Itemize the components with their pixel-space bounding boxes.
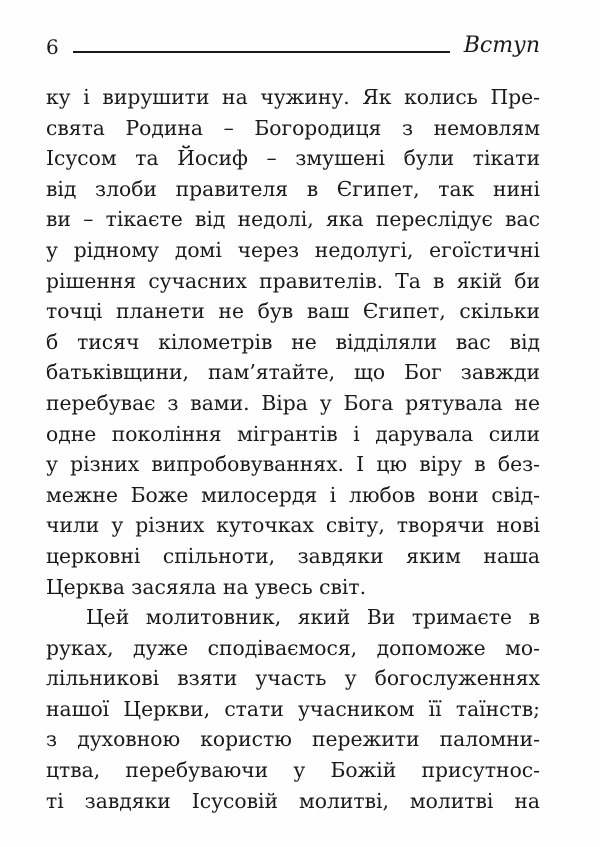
body-text (46, 82, 540, 816)
text-line: у рідному домі через недолугі, егоїстичні (46, 237, 540, 262)
page-number: 6 (46, 35, 59, 59)
text-line: б тисяч кілометрів не відділяли вас від (46, 329, 540, 354)
text-line: нашої Церкви, стати учасником її таїнств; (46, 696, 540, 721)
text-line: межне Боже милосердя і любов вони свід- (46, 482, 540, 507)
text-line: ті завдяки Ісусовій молитві, молитві на (46, 788, 540, 813)
text-line: від злоби правителя в Єгипет, так нині (46, 176, 540, 201)
text-line: Цей молитовник, який Ви тримаєте в (86, 605, 540, 630)
text-line: цтва, перебуваючи у Божій присутнос- (46, 758, 540, 783)
text-line: церковні спільноти, завдяки яким наша (46, 543, 540, 568)
text-line: чили у різних куточках світу, творячи нові (46, 513, 540, 538)
paragraph-1 (46, 82, 540, 602)
text-line: з духовною користю пережити паломни- (46, 727, 540, 752)
text-line: ви – тікаєте від недолі, яка переслідує вас (46, 207, 540, 232)
text-line: Церква засяяла на увесь світ. (46, 574, 367, 599)
paragraph-2 (46, 602, 540, 816)
text-line: у різних випробовуваннях. І цю віру в без- (46, 452, 540, 477)
header-rule (73, 51, 450, 53)
running-header (46, 26, 540, 58)
text-line: ку і вирушити на чужину. Як колись Пре- (46, 85, 540, 109)
text-line: одне покоління мігрантів і дарувала сили (46, 421, 540, 446)
text-line: рішення сучасних правителів. Та в якій би (46, 268, 540, 293)
text-line: батьківщини, пам’ятайте, що Бог завжди (46, 360, 540, 385)
text-line: свята Родина – Богородиця з немовлям (46, 115, 540, 140)
text-line: перебуває з вами. Віра у Бога рятувала не (46, 390, 540, 415)
text-line: Ісусом та Йосиф – змушені були тікати (46, 146, 540, 171)
section-title: Вступ (463, 33, 540, 58)
text-line: лільникові взяти участь у богослуженнях (46, 666, 540, 691)
text-line: руках, дуже сподіваємося, допоможе мо- (46, 635, 540, 660)
text-line: точці планети не був ваш Єгипет, скільки (46, 299, 540, 324)
